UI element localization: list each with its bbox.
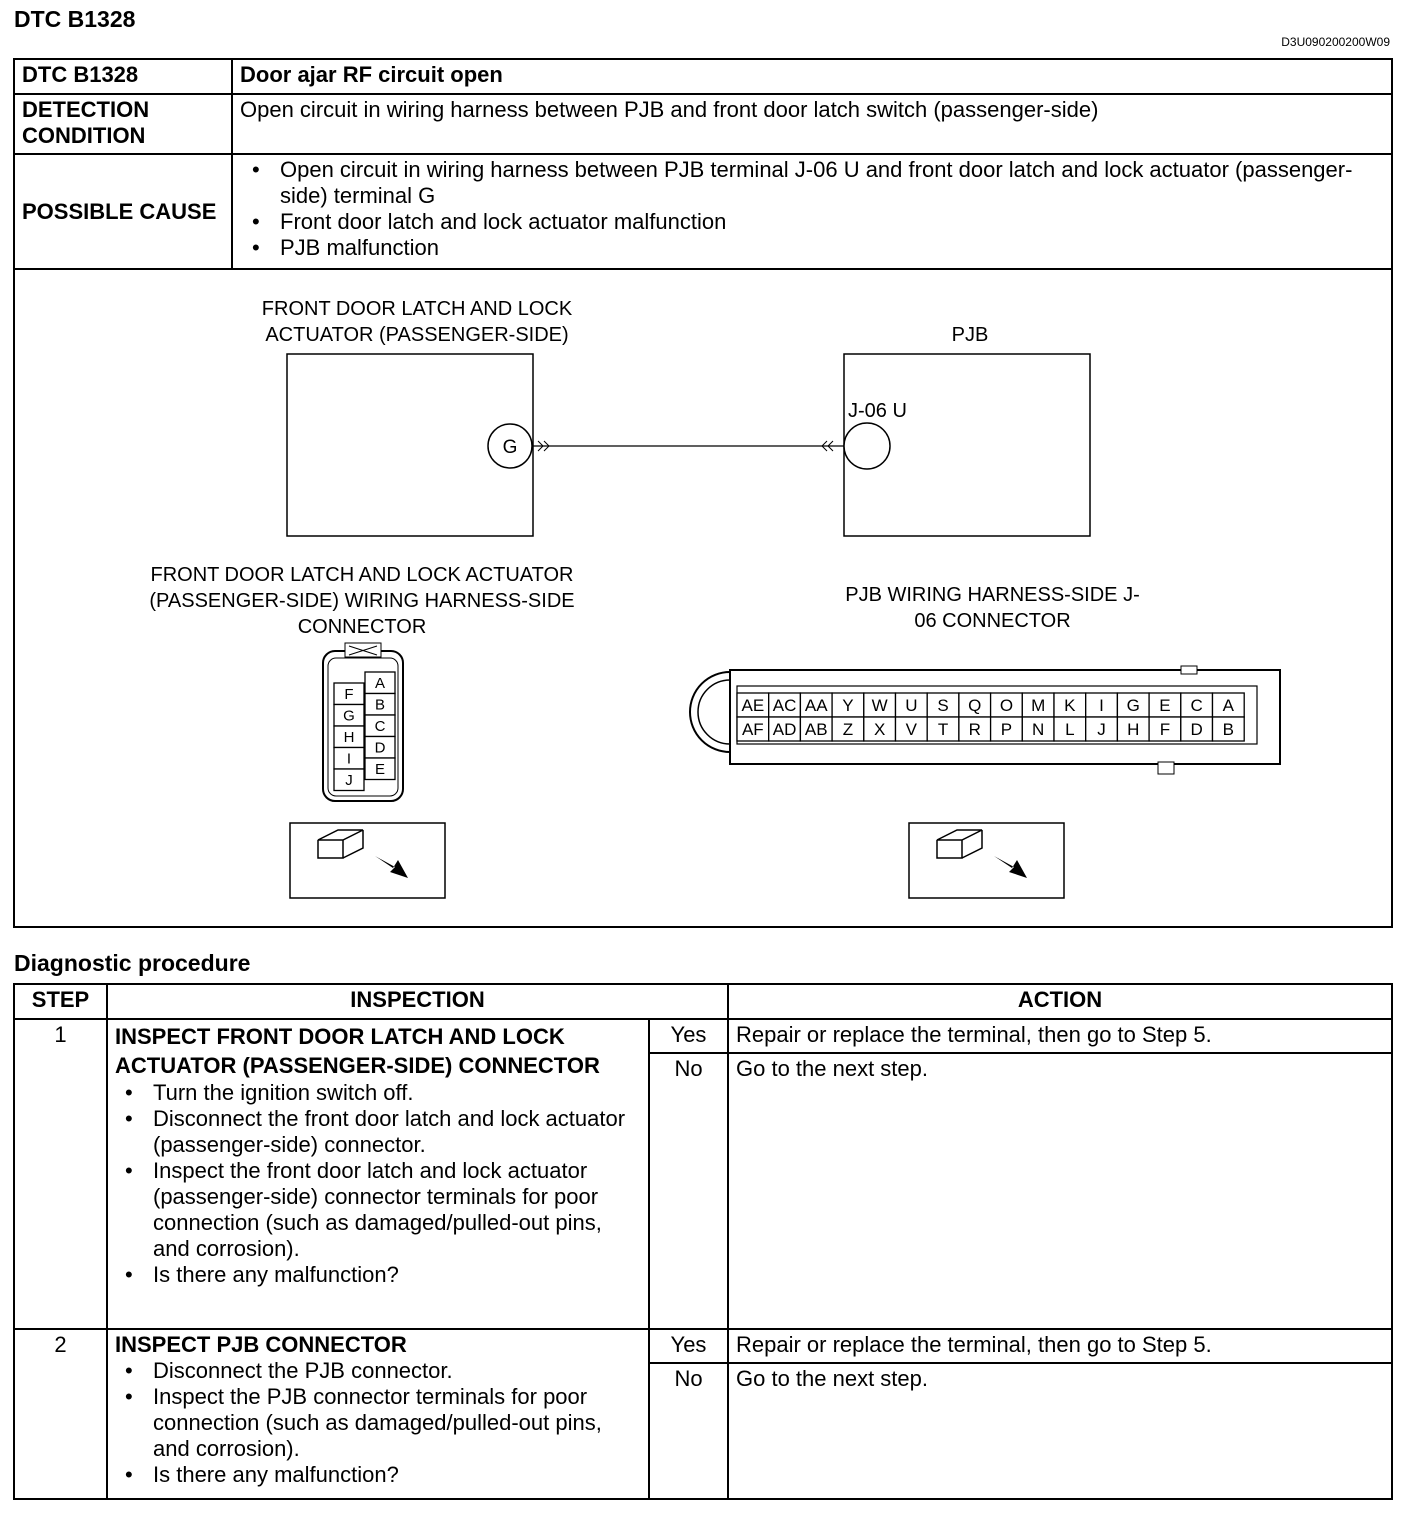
- step-inspection: [107, 1329, 649, 1499]
- actuator-pin-label: C: [374, 718, 386, 736]
- pjb-pin-label: AF: [741, 720, 764, 740]
- actuator-label: FRONT DOOR LATCH AND LOCK ACTUATOR (PASSENGER-SIDE): [261, 298, 573, 346]
- no-action: Go to the next step.: [728, 1053, 1392, 1329]
- step-inspection: [107, 1019, 649, 1329]
- step-number: 1: [14, 1019, 107, 1329]
- pjb-pin-label: H: [1127, 720, 1140, 740]
- actuator-pin-label: J: [345, 772, 353, 790]
- pjb-pin-label: C: [1190, 696, 1203, 716]
- pjb-pin-label: W: [871, 696, 888, 716]
- dtc-description: Door ajar RF circuit open: [232, 59, 1392, 94]
- pjb-pin-label: X: [873, 720, 886, 740]
- pjb-pin-label: Y: [842, 696, 854, 716]
- pjb-pin-label: V: [905, 720, 918, 740]
- diagram-graphics: [15, 268, 1391, 926]
- yes-action: Repair or replace the terminal, then go to Step 5.: [728, 1019, 1392, 1053]
- yes-action: Repair or replace the terminal, then go to Step 5.: [728, 1329, 1392, 1363]
- pjb-pin-label: AD: [772, 720, 797, 740]
- step-item: • Is there any malfunction?: [153, 1462, 641, 1488]
- actuator-pin-label: G: [343, 707, 355, 725]
- no-action: Go to the next step.: [728, 1363, 1392, 1499]
- actuator-pin-label: B: [374, 696, 386, 714]
- step-item: • Turn the ignition switch off.: [153, 1080, 641, 1106]
- pjb-pin-label: P: [1000, 720, 1013, 740]
- step-title: INSPECT PJB CONNECTOR: [115, 1332, 407, 1357]
- actuator-pin-label: I: [346, 750, 352, 768]
- document-code: D3U090200200W09: [1281, 35, 1390, 49]
- terminal-u-circle: [844, 423, 890, 469]
- pjb-pin-label: J: [1097, 720, 1106, 740]
- pjb-pin-label: N: [1032, 720, 1045, 740]
- pjb-pin-label: AC: [772, 696, 797, 716]
- pjb-pin-label: U: [905, 696, 918, 716]
- pjb-pin-label: M: [1031, 696, 1046, 716]
- pjb-pin-label: AB: [804, 720, 828, 740]
- actuator-pin-label: A: [374, 675, 386, 693]
- pjb-pin-label: I: [1099, 696, 1104, 716]
- header-action: ACTION: [728, 984, 1392, 1019]
- yes-label: Yes: [649, 1019, 728, 1053]
- page-title: DTC B1328: [14, 6, 136, 32]
- step-item: • Disconnect the PJB connector.: [153, 1358, 641, 1384]
- pjb-pin-label: B: [1222, 720, 1235, 740]
- wiring-diagram: [13, 268, 1393, 928]
- header-step: STEP: [14, 984, 107, 1019]
- step-item: • Disconnect the front door latch and lock actuator (passenger-side) connector.: [153, 1106, 641, 1158]
- pjb-connector-label: PJB WIRING HARNESS-SIDE J-06 CONNECTOR: [845, 584, 1140, 632]
- step-number: 2: [14, 1329, 107, 1499]
- possible-causes: [232, 154, 1392, 269]
- step-title: INSPECT FRONT DOOR LATCH AND LOCK ACTUATOR (PASSENGER-SIDE) CONNECTOR: [115, 1024, 600, 1078]
- pjb-pin-label: AA: [804, 696, 828, 716]
- pjb-pin-label: S: [937, 696, 949, 716]
- detection-text: Open circuit in wiring harness between PJB and front door latch switch (passenger-side): [232, 94, 1392, 154]
- cause-label: POSSIBLE CAUSE: [14, 154, 232, 269]
- step-item: • Inspect the PJB connector terminals for poor connection (such as damaged/pulled-out pins, and corrosion).: [153, 1384, 641, 1462]
- no-label: No: [649, 1053, 728, 1329]
- cause-item: • Front door latch and lock actuator malfunction: [280, 209, 1384, 235]
- connector-view-icon: [290, 823, 445, 898]
- actuator-pin-label: E: [374, 761, 386, 779]
- step-item: • Inspect the front door latch and lock actuator (passenger-side) connector terminals for poor connection (such as damaged/pulled-out pins, and corrosion).: [153, 1158, 641, 1262]
- cause-item: • Open circuit in wiring harness between PJB terminal J-06 U and front door latch and lock actuator (passenger-side) terminal G: [280, 157, 1384, 209]
- pjb-pin-label: O: [999, 696, 1014, 716]
- actuator-pin-label: H: [343, 729, 355, 747]
- yes-label: Yes: [649, 1329, 728, 1363]
- pjb-pin-label: AE: [741, 696, 765, 716]
- connector-view-icon: [909, 823, 1064, 898]
- step-item: • Is there any malfunction?: [153, 1262, 641, 1288]
- pjb-label: PJB: [951, 324, 989, 346]
- actuator-connector-label: FRONT DOOR LATCH AND LOCK ACTUATOR (PASSENGER-SIDE) WIRING HARNESS-SIDE CONNECTOR: [149, 564, 575, 638]
- pjb-pin-label: F: [1159, 720, 1171, 740]
- header-inspection: INSPECTION: [107, 984, 728, 1019]
- actuator-pin-label: D: [374, 739, 386, 757]
- pjb-pin-label: Q: [968, 696, 982, 716]
- diagnostic-procedure-table: [13, 983, 1393, 1500]
- pjb-pin-label: G: [1126, 696, 1140, 716]
- dtc-info-table: [13, 58, 1393, 270]
- no-label: No: [649, 1363, 728, 1499]
- pjb-pin-label: D: [1190, 720, 1203, 740]
- pjb-pin-label: E: [1159, 696, 1171, 716]
- cause-item: • PJB malfunction: [280, 235, 1384, 261]
- pjb-pin-label: K: [1064, 696, 1076, 716]
- procedure-heading: Diagnostic procedure: [14, 950, 251, 976]
- connector-lock-arc: [690, 672, 730, 752]
- pjb-pin-label: A: [1222, 696, 1235, 716]
- pjb-terminal-label: J-06 U: [848, 400, 907, 422]
- pjb-pin-label: T: [937, 720, 949, 740]
- terminal-g-label: G: [502, 437, 518, 458]
- actuator-pin-label: F: [344, 686, 354, 704]
- detection-label: DETECTION CONDITION: [14, 94, 232, 154]
- pjb-pin-label: Z: [842, 720, 854, 740]
- dtc-label: DTC B1328: [14, 59, 232, 94]
- pjb-pin-label: L: [1065, 720, 1075, 740]
- pjb-pin-label: R: [968, 720, 981, 740]
